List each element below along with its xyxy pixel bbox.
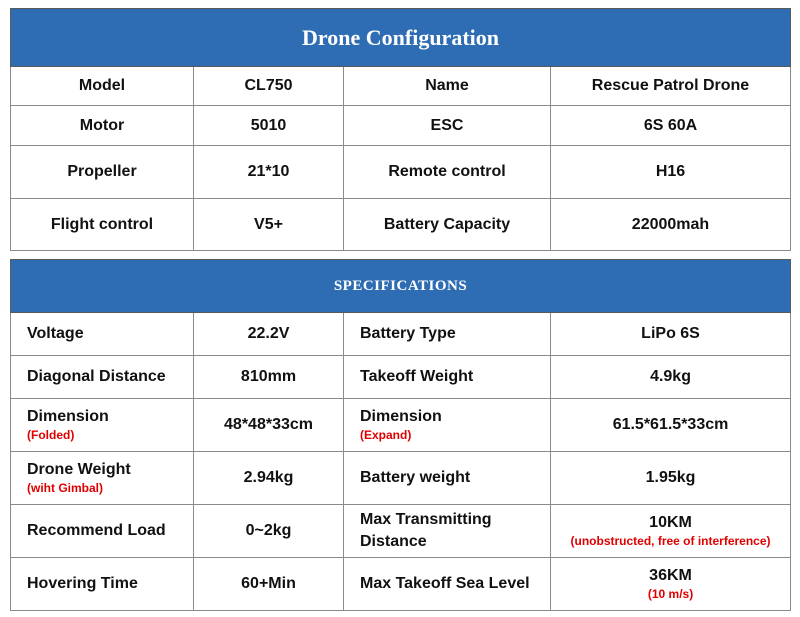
- specifications-table: [10, 259, 791, 611]
- table-row: [11, 199, 791, 251]
- wind-speed-note: (10 m/s): [647, 587, 694, 601]
- table-row: [11, 67, 791, 106]
- battery-type-value: LiPo 6S: [551, 313, 791, 356]
- name-label: Name: [344, 67, 551, 106]
- drone-weight-label: Drone Weight: [27, 461, 131, 478]
- table-row: [11, 452, 791, 505]
- esc-label: ESC: [344, 106, 551, 146]
- max-takeoff-sea-level-label: Max Takeoff Sea Level: [344, 558, 551, 611]
- propeller-label: Propeller: [11, 146, 194, 199]
- model-label: Model: [11, 67, 194, 106]
- motor-value: 5010: [194, 106, 344, 146]
- table-row: [11, 356, 791, 399]
- motor-label: Motor: [11, 106, 194, 146]
- takeoff-weight-value: 4.9kg: [551, 356, 791, 399]
- table-row: [11, 399, 791, 452]
- table-row: [11, 558, 791, 611]
- table-row: [11, 505, 791, 558]
- specifications-title: SPECIFICATIONS: [11, 260, 791, 313]
- hovering-time-label: Hovering Time: [11, 558, 194, 611]
- voltage-label: Voltage: [11, 313, 194, 356]
- propeller-value: 21*10: [194, 146, 344, 199]
- remote-control-label: Remote control: [344, 146, 551, 199]
- max-transmitting-distance-value: 10KM: [649, 514, 692, 531]
- battery-type-label: Battery Type: [344, 313, 551, 356]
- flight-control-label: Flight control: [11, 199, 194, 251]
- max-transmitting-distance-label: [344, 505, 551, 558]
- table-row: [11, 146, 791, 199]
- battery-capacity-label: Battery Capacity: [344, 199, 551, 251]
- max-transmitting-distance-text: Max Transmitting Distance: [360, 511, 492, 550]
- drone-weight-cell: [11, 452, 194, 505]
- dimension-expand-value: 61.5*61.5*33cm: [551, 399, 791, 452]
- drone-weight-value: 2.94kg: [194, 452, 344, 505]
- gimbal-note: (wiht Gimbal): [27, 481, 103, 495]
- table-row: [11, 106, 791, 146]
- takeoff-weight-label: Takeoff Weight: [344, 356, 551, 399]
- interference-note: (unobstructed, free of interference): [570, 534, 771, 548]
- diagonal-distance-label: Diagonal Distance: [11, 356, 194, 399]
- battery-capacity-value: 22000mah: [551, 199, 791, 251]
- dimension-folded-value: 48*48*33cm: [194, 399, 344, 452]
- battery-weight-value: 1.95kg: [551, 452, 791, 505]
- voltage-value: 22.2V: [194, 313, 344, 356]
- esc-value: 6S 60A: [551, 106, 791, 146]
- folded-note: (Folded): [27, 428, 75, 442]
- table-row: [11, 313, 791, 356]
- diagonal-distance-value: 810mm: [194, 356, 344, 399]
- max-transmitting-distance-cell: [551, 505, 791, 558]
- hovering-time-value: 60+Min: [194, 558, 344, 611]
- recommend-load-label: Recommend Load: [11, 505, 194, 558]
- configuration-title: Drone Configuration: [11, 9, 791, 67]
- drone-configuration-table: [10, 8, 791, 251]
- model-value: CL750: [194, 67, 344, 106]
- max-takeoff-sea-level-value: 36KM: [649, 567, 692, 584]
- battery-weight-label: Battery weight: [344, 452, 551, 505]
- recommend-load-value: 0~2kg: [194, 505, 344, 558]
- dimension-folded-cell: [11, 399, 194, 452]
- dimension-expand-cell: [344, 399, 551, 452]
- remote-control-value: H16: [551, 146, 791, 199]
- dimension-label: Dimension: [360, 408, 442, 425]
- flight-control-value: V5+: [194, 199, 344, 251]
- max-takeoff-sea-level-cell: [551, 558, 791, 611]
- name-value: Rescue Patrol Drone: [551, 67, 791, 106]
- dimension-label: Dimension: [27, 408, 109, 425]
- expand-note: (Expand): [360, 428, 412, 442]
